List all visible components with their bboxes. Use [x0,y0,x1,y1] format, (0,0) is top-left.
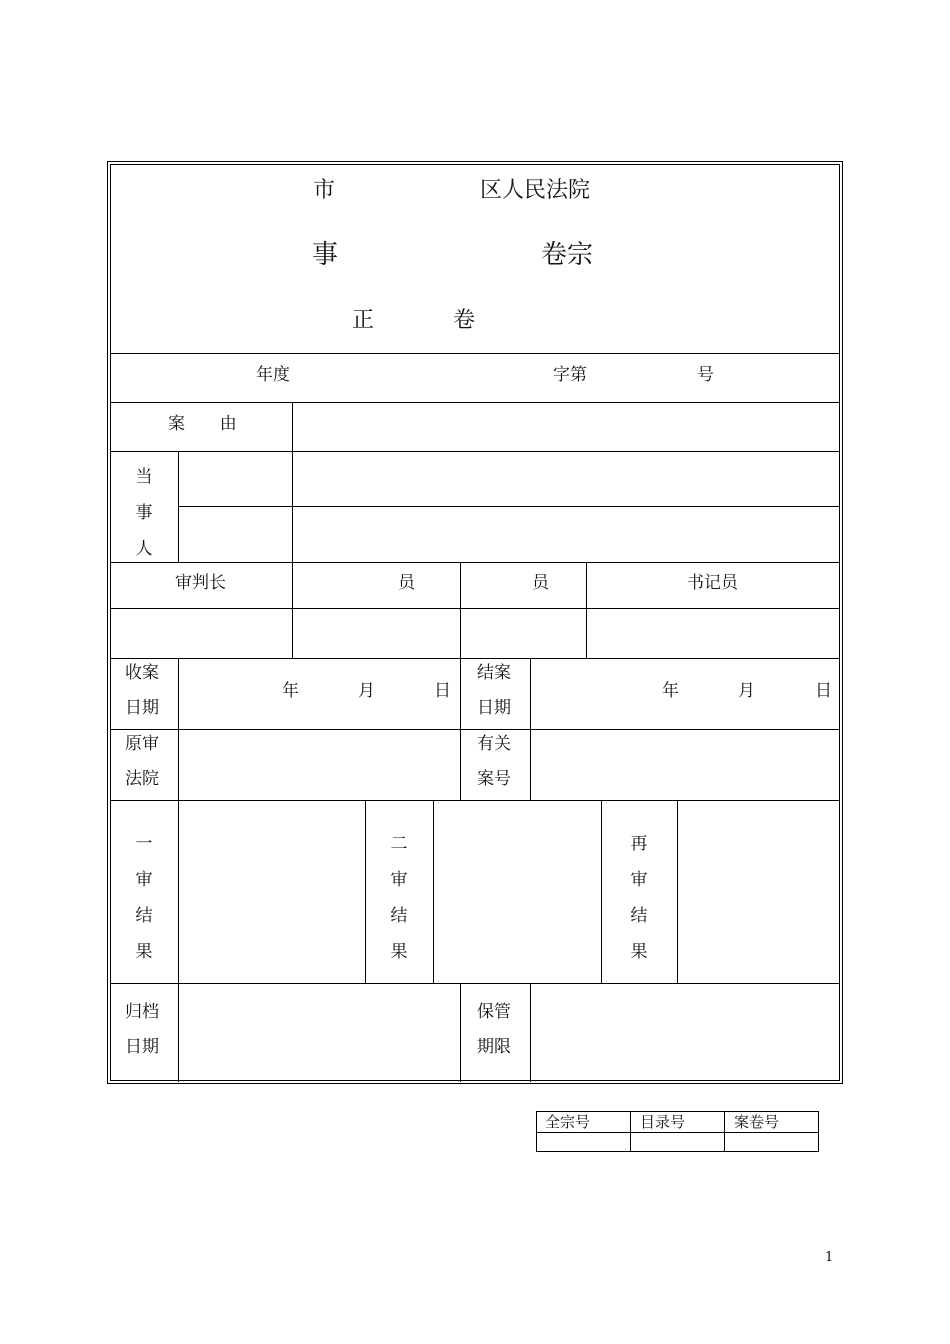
divider [677,800,678,983]
divider [110,402,840,403]
retention-period-label-line2: 期限 [477,1037,511,1057]
clerk-field[interactable] [588,610,839,657]
retrial-result-label: 再 审 结 果 [630,834,648,962]
divider [178,800,179,983]
member-1-field[interactable] [294,610,459,657]
party-2-name-field[interactable] [294,508,839,561]
title-volume-b: 卷 [453,308,476,333]
cause-label: 案 由 [168,414,237,434]
fonds-number-header: 全宗号 [545,1113,591,1131]
cause-field[interactable] [294,404,839,450]
party-1-name-field[interactable] [294,453,839,505]
title-city: 市 [313,178,336,203]
related-case-field[interactable] [532,731,839,799]
archive-reference-table [536,1111,819,1152]
divider [630,1112,631,1151]
parties-label: 当 事 人 [135,467,153,559]
presiding-judge-label: 审判长 [175,573,226,593]
divider [530,658,531,800]
title-case-type-prefix: 事 [312,240,339,270]
clerk-label: 书记员 [687,573,738,593]
divider [601,800,602,983]
case-year-label: 年度 [256,365,290,385]
second-instance-result-label: 二 审 结 果 [390,834,408,962]
divider [110,562,840,563]
member-2-field[interactable] [462,610,585,657]
divider [178,658,179,800]
divider [530,983,531,1082]
second-instance-result-field[interactable] [435,802,600,982]
party-1-role-field[interactable] [180,453,291,505]
filing-date-label-line2: 日期 [125,698,159,718]
closing-date-label-line1: 结案 [477,663,511,683]
closing-date-label-line2: 日期 [477,698,511,718]
closing-year-unit: 年 [662,681,679,701]
member-2-label: 员 [532,573,549,593]
divider [460,983,461,1082]
divider [110,800,840,801]
divider [724,1112,725,1151]
filing-date-label-line1: 收案 [125,663,159,683]
divider [179,506,840,507]
divider [292,608,293,658]
divider [178,983,179,1082]
archive-date-field[interactable] [180,985,459,1081]
file-number-field[interactable] [726,1134,817,1151]
divider [460,658,461,800]
presiding-judge-field[interactable] [111,610,291,657]
fonds-number-field[interactable] [538,1134,629,1151]
original-court-label-line1: 原审 [125,734,159,754]
divider [433,800,434,983]
closing-day-unit: 日 [815,681,832,701]
party-2-role-field[interactable] [180,508,291,561]
archive-date-label-line2: 日期 [125,1037,159,1057]
divider [110,353,840,354]
catalog-number-field[interactable] [632,1134,723,1151]
archive-date-label-line1: 归档 [125,1002,159,1022]
case-hao-label: 号 [697,365,714,385]
filing-year-unit: 年 [282,681,299,701]
file-number-header: 案卷号 [734,1113,780,1131]
original-court-field[interactable] [180,731,459,799]
divider [292,402,293,608]
catalog-number-header: 目录号 [640,1113,686,1131]
divider [537,1132,818,1133]
divider [110,729,840,730]
divider [586,562,587,658]
retrial-result-field[interactable] [679,802,839,982]
divider [110,451,840,452]
related-case-label-line1: 有关 [477,734,511,754]
related-case-label-line2: 案号 [477,769,511,789]
title-district-court: 区人民法院 [480,178,591,203]
first-instance-result-label: 一 审 结 果 [135,834,153,962]
page-number: 1 [825,1250,834,1265]
filing-month-unit: 月 [358,681,375,701]
filing-day-unit: 日 [434,681,451,701]
retention-period-label-line1: 保管 [477,1002,511,1022]
closing-month-unit: 月 [738,681,755,701]
retention-period-field[interactable] [532,985,839,1081]
title-case-type-suffix: 卷宗 [541,240,594,270]
case-zi-di-label: 字第 [553,365,587,385]
first-instance-result-field[interactable] [180,802,364,982]
divider [365,800,366,983]
member-1-label: 员 [398,573,415,593]
original-court-label-line2: 法院 [125,769,159,789]
divider [110,658,840,659]
divider [110,608,840,609]
divider [178,451,179,562]
divider [460,562,461,658]
title-volume-a: 正 [352,308,375,333]
divider [110,983,840,984]
